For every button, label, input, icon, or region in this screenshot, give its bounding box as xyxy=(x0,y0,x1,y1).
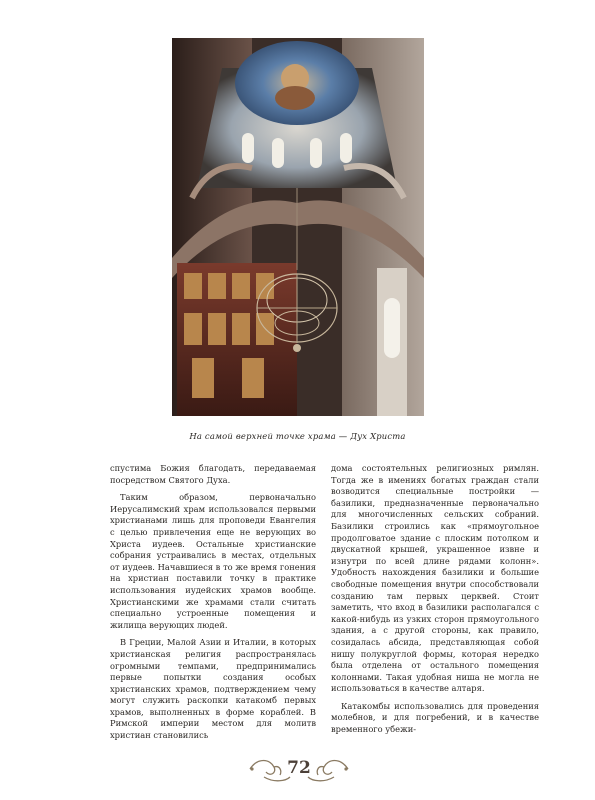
page-number-block xyxy=(244,753,354,785)
paragraph: дома состоятельных религиозных римлян. Тогда же в имениях богатых граждан стали возводится специальные постройки — базилики, предназначенные первоначально для многочисленных сельских собраний. Базилики строились как «прямоугольное продолговатое здание с плоским потолком и двускатной крышей, украшенное извне и изнутри по всей длине рядами колонн». Удобность нахождения базилики и большие свободные помещения внутри способствовали созданию там первых церквей. Стоит заметить, что вход в базилики располагался с какой-нибудь из узких сторон прямоугольного здания, а с другой стороны, как правило, созидалась абсида, представляющая собой нишу полукруглой формы, которая нередко была отделена от остального помещения колоннами. Такая удобная ниша не могла не использоваться в качестве алтаря. xyxy=(331,463,539,694)
paragraph: спустима Божия благодать, передаваемая посредством Святого Духа. xyxy=(110,463,316,485)
church-dome-interior-photo xyxy=(172,38,424,416)
paragraph: Таким образом, первоначально Иерусалимский храм использовался первыми христианами лишь для проповеди Евангелия с целью привлечения еще не верующих во Христа иудеев. Остальные христианские собрания устраивались в местах, отдельных от иудеев. Начавшиеся в то же время гонения на христиан поставили точку в практике использования иудейских храмов вообще. Христианскими же храмами стали считать специально устроенные помещения и жилища верующих людей. xyxy=(110,492,316,630)
page-number: 72 xyxy=(287,758,311,778)
church-interior-photo xyxy=(172,38,424,416)
photo-caption: На самой верхней точке храма — Дух Христа xyxy=(189,431,406,441)
paragraph: В Греции, Малой Азии и Италии, в которых христианская религия распространялась огромными темпами, предпринимались первые попытки создания особых христианских храмов, подтверждением чему могут служить раскопки катакомб первых храмов, выполненных в форме кораблей. В Римской империи местом для молитв христиан становились xyxy=(110,637,316,741)
text-column-right xyxy=(331,463,539,742)
text-column-left xyxy=(110,463,316,748)
paragraph: Катакомбы использовались для проведения молебнов, и для погребений, и в качестве временного убежи- xyxy=(331,700,539,735)
